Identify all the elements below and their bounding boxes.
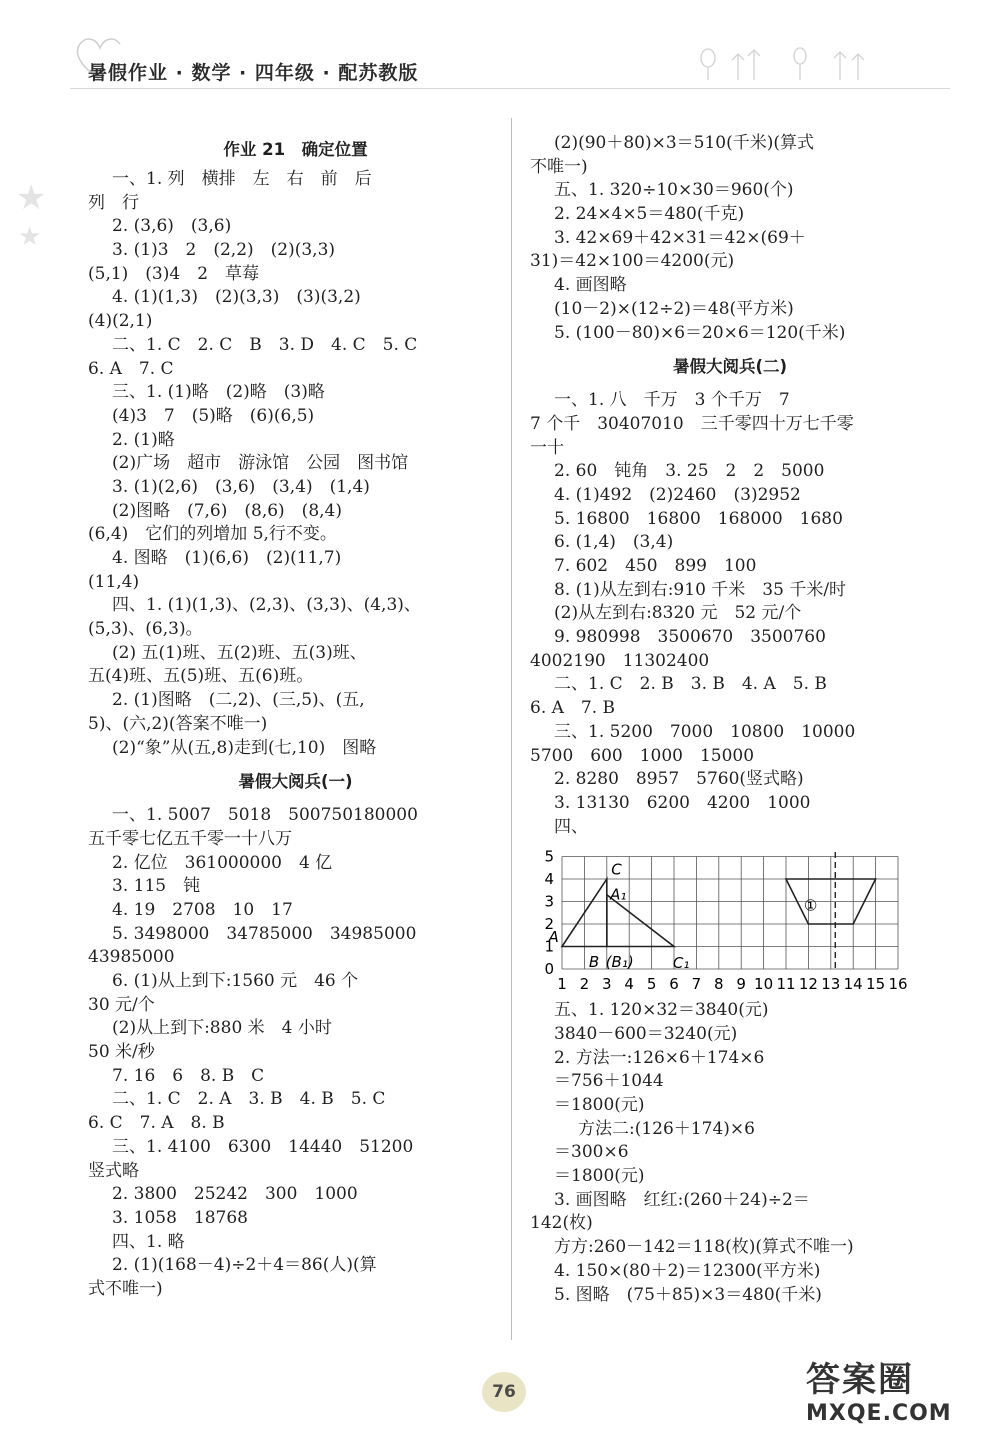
point-label: C₁ bbox=[672, 954, 690, 973]
header-rule bbox=[70, 88, 950, 89]
answer-line: 3. (1)3 2 (2,2) (2)(3,3) bbox=[112, 240, 336, 261]
answer-line: ＝300×6 bbox=[554, 1142, 629, 1163]
answer-line: (11,4) bbox=[88, 571, 140, 592]
x-tick-label: 9 bbox=[736, 975, 746, 994]
answer-line: 4. 150×(80＋2)＝12300(平方米) bbox=[554, 1260, 821, 1281]
answer-line: 3. (1)(2,6) (3,6) (3,4) (1,4) bbox=[112, 476, 370, 497]
x-tick-label: 8 bbox=[714, 975, 724, 994]
answer-line: 三、1. (1)略 (2)略 (3)略 bbox=[112, 382, 325, 403]
x-tick-label: 14 bbox=[843, 975, 863, 994]
x-tick-label: 2 bbox=[579, 975, 590, 994]
answer-line: (2)(90＋80)×3＝510(千米)(算式 bbox=[554, 133, 815, 153]
answer-line: 5)、(六,2)(答案不唯一) bbox=[88, 713, 268, 734]
answer-line: 8. (1)从左到右:910 千米 35 千米/时 bbox=[554, 579, 847, 600]
answer-line: 6. A 7. C bbox=[88, 358, 174, 379]
answer-line: 二、1. C 2. A 3. B 4. B 5. C bbox=[112, 1089, 386, 1110]
answer-line: 2. 亿位 361000000 4 亿 bbox=[112, 852, 333, 873]
answer-line: (2)从左到右:8320 元 52 元/个 bbox=[554, 603, 802, 624]
x-tick-label: 11 bbox=[776, 975, 796, 994]
answer-line: 5. 16800 16800 168000 1680 bbox=[554, 508, 843, 529]
answer-line: 50 米/秒 bbox=[88, 1042, 155, 1063]
answer-line: 30 元/个 bbox=[88, 994, 155, 1015]
answer-line: 一十 bbox=[530, 437, 564, 458]
answer-line: 方方:260－142＝118(枚)(算式不唯一) bbox=[554, 1237, 854, 1258]
answer-line: 3840－600＝3240(元) bbox=[554, 1023, 738, 1044]
point-label: ① bbox=[803, 896, 818, 915]
answer-line: (2) 五(1)班、五(2)班、五(3)班、 bbox=[112, 642, 367, 663]
y-tick-label: 2 bbox=[544, 915, 554, 934]
answer-line: 四、 bbox=[554, 816, 588, 837]
answer-line: 7. 602 450 899 100 bbox=[554, 556, 757, 576]
answer-line: 6. (1)从上到下:1560 元 46 个 bbox=[112, 971, 359, 991]
site-watermark bbox=[806, 1352, 976, 1426]
answer-line: 2. 方法一:126×6＋174×6 bbox=[554, 1047, 765, 1068]
page-number: 76 bbox=[482, 1372, 526, 1412]
answer-line: 6. C 7. A 8. B bbox=[88, 1113, 225, 1134]
answer-line: 6. (1,4) (3,4) bbox=[554, 532, 674, 553]
answer-line: 四、1. (1)(1,3)、(2,3)、(3,3)、(4,3)、 bbox=[112, 595, 421, 616]
answer-line: 2. 8280 8957 5760(竖式略) bbox=[554, 769, 804, 790]
coordinate-grid bbox=[526, 839, 926, 999]
coordinate-grid-figure bbox=[526, 839, 930, 999]
x-tick-label: 12 bbox=[798, 975, 818, 994]
watermark-logo-text: 答案圈 bbox=[806, 1360, 914, 1400]
x-tick-label: 15 bbox=[866, 975, 886, 994]
answer-line: 2. 3800 25242 300 1000 bbox=[112, 1184, 358, 1205]
answer-line: (6,4) 它们的列增加 5,行不变。 bbox=[88, 524, 337, 545]
column-divider bbox=[511, 118, 512, 1340]
x-tick-label: 16 bbox=[888, 975, 908, 994]
answer-line: (5,1) (3)4 2 草莓 bbox=[88, 263, 260, 284]
answer-line: 列 行 bbox=[88, 192, 139, 213]
answer-line: (2)“象”从(五,8)走到(七,10) 图略 bbox=[112, 737, 377, 758]
right-column-bottom bbox=[530, 999, 930, 1307]
answer-line: 142(枚) bbox=[530, 1213, 593, 1234]
answer-line: (2)广场 超市 游泳馆 公园 图书馆 bbox=[112, 453, 409, 474]
answer-line: 5700 600 1000 15000 bbox=[530, 745, 755, 766]
answer-line: 2. 24×4×5＝480(千克) bbox=[554, 204, 745, 225]
answer-line: 二、1. C 2. B 3. B 4. A 5. B bbox=[554, 674, 827, 695]
y-tick-label: 4 bbox=[544, 870, 554, 889]
answer-line: 一、1. 5007 5018 500750180000 bbox=[112, 805, 418, 826]
page-header bbox=[70, 40, 950, 90]
point-label: B bbox=[588, 953, 600, 971]
x-tick-label: 10 bbox=[754, 975, 774, 994]
answer-line: 五、1. 120×32＝3840(元) bbox=[554, 1000, 769, 1021]
answer-line: 4. 画图略 bbox=[554, 275, 627, 296]
answer-line: 三、1. 4100 6300 14440 51200 bbox=[112, 1136, 414, 1157]
right-column-top bbox=[530, 132, 930, 839]
answer-line: 4. (1)(1,3) (2)(3,3) (3)(3,2) bbox=[112, 287, 361, 308]
point-label: A bbox=[548, 928, 559, 947]
left-column bbox=[88, 132, 503, 1302]
answer-line: ＝1800(元) bbox=[554, 1166, 645, 1187]
y-tick-label: 5 bbox=[544, 847, 554, 866]
section-heading: 暑假大阅兵(二) bbox=[672, 357, 788, 377]
answer-line: 不唯一) bbox=[530, 156, 588, 177]
y-tick-label: 1 bbox=[544, 937, 554, 956]
answer-line: 2. (3,6) (3,6) bbox=[112, 216, 232, 237]
x-tick-label: 6 bbox=[669, 975, 679, 994]
answer-line: 五千零七亿五千零一十八万 bbox=[88, 828, 292, 849]
answer-line: 一、1. 八 千万 3 个千万 7 bbox=[554, 390, 790, 411]
header-title: 暑假作业 · 数学 · 四年级 · 配苏教版 bbox=[88, 62, 419, 84]
answer-line: 方法二:(126＋174)×6 bbox=[578, 1118, 755, 1139]
x-tick-label: 4 bbox=[624, 975, 634, 994]
watermark-url: MXQE.COM bbox=[806, 1401, 952, 1426]
section-heading: 作业 21 确定位置 bbox=[223, 140, 368, 159]
answer-line: (4)(2,1) bbox=[88, 311, 153, 332]
answer-line: 4. (1)492 (2)2460 (3)2952 bbox=[554, 484, 801, 505]
right-column bbox=[530, 132, 930, 1307]
answer-line: 2. (1)(168－4)÷2＋4＝86(人)(算 bbox=[112, 1255, 377, 1276]
answer-line: 3. 画图略 红红:(260＋24)÷2＝ bbox=[554, 1189, 810, 1210]
star-decoration: ★ bbox=[18, 222, 42, 252]
x-tick-label: 1 bbox=[557, 975, 567, 994]
answer-line: (5,3)、(6,3)。 bbox=[88, 619, 203, 640]
answer-line: 9. 980998 3500670 3500760 bbox=[554, 627, 826, 648]
answer-line: 5. 3498000 34785000 34985000 bbox=[112, 923, 417, 944]
answer-line: 7 个千 30407010 三千零四十万七千零 bbox=[530, 413, 854, 434]
answer-line: (4)3 7 (5)略 (6)(6,5) bbox=[112, 405, 315, 426]
answer-line: 4. 19 2708 10 17 bbox=[112, 899, 293, 920]
answer-line: 3. 42×69＋42×31＝42×(69＋ bbox=[554, 227, 806, 248]
answer-line: 四、1. 略 bbox=[112, 1231, 185, 1252]
y-tick-label: 0 bbox=[544, 960, 554, 979]
answer-line: (2)图略 (7,6) (8,6) (8,4) bbox=[112, 500, 342, 521]
answer-line: 43985000 bbox=[88, 947, 175, 968]
answer-line: 4. 图略 (1)(6,6) (2)(11,7) bbox=[112, 548, 342, 568]
answer-line: 5. (100－80)×6＝20×6＝120(千米) bbox=[554, 322, 846, 343]
answer-line: ＝1800(元) bbox=[554, 1095, 645, 1115]
answer-line: 2. (1)图略 (二,2)、(三,5)、(五, bbox=[112, 690, 365, 711]
answer-line: 6. A 7. B bbox=[530, 698, 616, 719]
answer-line: 3. 1058 18768 bbox=[112, 1207, 248, 1228]
answer-line: 3. 115 钝 bbox=[112, 876, 201, 897]
answer-line: 5. 图略 (75＋85)×3＝480(千米) bbox=[554, 1284, 822, 1305]
answer-line: 五、1. 320÷10×30＝960(个) bbox=[554, 180, 794, 201]
answer-line: 2. (1)略 bbox=[112, 429, 175, 450]
x-tick-label: 5 bbox=[646, 975, 657, 994]
answer-line: 31)＝42×100＝4200(元) bbox=[530, 251, 735, 272]
answer-line: 7. 16 6 8. B C bbox=[112, 1065, 265, 1086]
answer-line: 2. 60 钝角 3. 25 2 2 5000 bbox=[554, 461, 825, 482]
section-heading: 暑假大阅兵(一) bbox=[238, 772, 353, 792]
answer-line: 二、1. C 2. C B 3. D 4. C 5. C bbox=[112, 334, 418, 355]
answer-line: 三、1. 5200 7000 10800 10000 bbox=[554, 721, 856, 742]
x-tick-label: 3 bbox=[602, 975, 612, 994]
star-decoration: ★ bbox=[16, 178, 47, 218]
answer-line: ＝756＋1044 bbox=[554, 1071, 664, 1092]
answer-line: 3. 13130 6200 4200 1000 bbox=[554, 792, 811, 813]
point-label: A₁ bbox=[610, 885, 627, 904]
trees-ornament-icon bbox=[690, 40, 890, 86]
answer-line: 竖式略 bbox=[88, 1160, 139, 1181]
answer-line: 4002190 11302400 bbox=[530, 650, 710, 671]
answer-line: 五(4)班、五(5)班、五(6)班。 bbox=[88, 666, 314, 687]
answer-line: (10－2)×(12÷2)＝48(平方米) bbox=[554, 298, 794, 319]
y-tick-label: 3 bbox=[544, 892, 554, 911]
point-label: C bbox=[611, 860, 622, 879]
x-tick-label: 7 bbox=[691, 975, 702, 994]
x-tick-label: 13 bbox=[821, 975, 841, 994]
answer-line: 式不唯一) bbox=[88, 1278, 163, 1299]
answer-line: (2)从上到下:880 米 4 小时 bbox=[112, 1018, 332, 1039]
point-label: (B₁) bbox=[605, 953, 634, 971]
answer-line: 一、1. 列 横排 左 右 前 后 bbox=[112, 169, 372, 189]
